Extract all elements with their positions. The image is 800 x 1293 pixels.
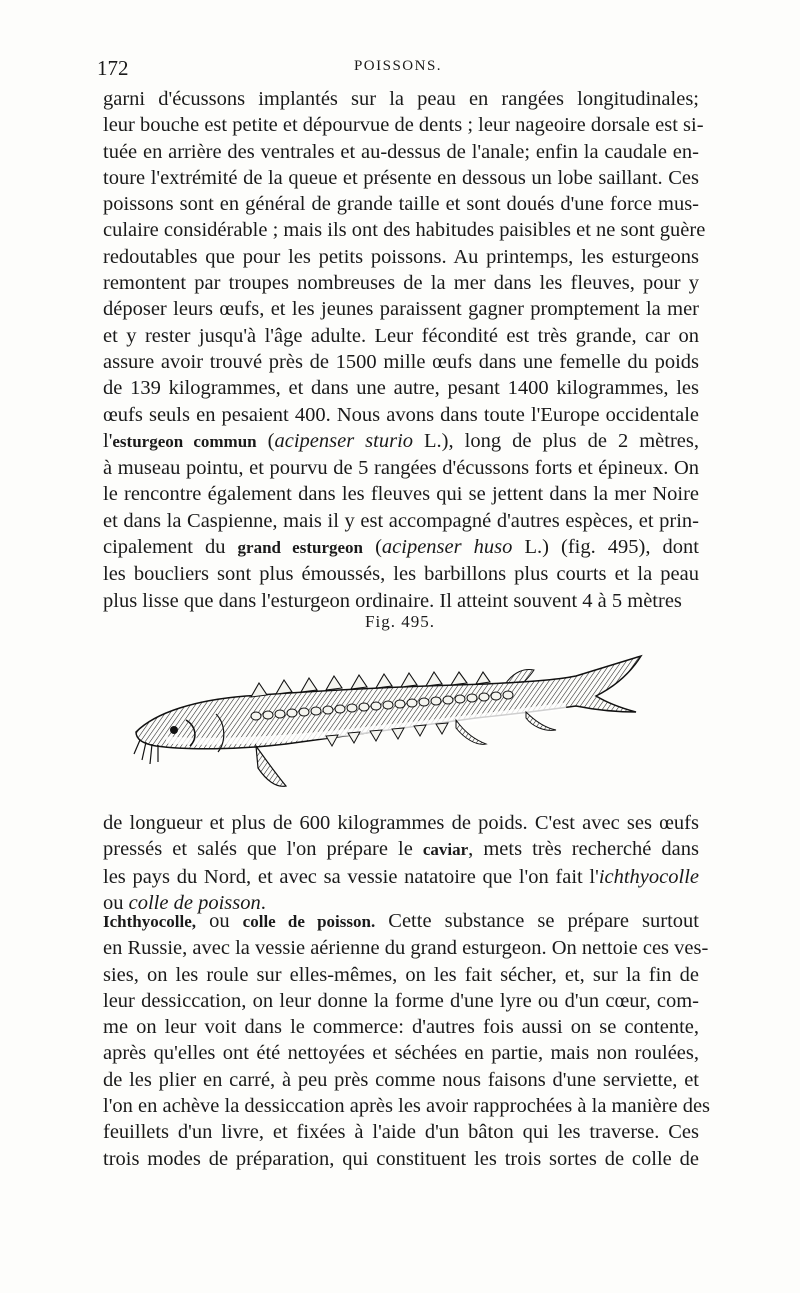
text-line: plus lisse que dans l'esturgeon ordinaire. Il atteint souvent 4 à 5 mètres bbox=[103, 589, 682, 612]
text-run: L.) (fig. 495), dont bbox=[512, 536, 699, 559]
text-line: et y rester jusqu'à l'âge adulte. Leur fécondité est très grande, car on bbox=[103, 324, 699, 347]
text-line: de longueur et plus de 600 kilogrammes de poids. C'est avec ses œufs bbox=[103, 812, 699, 834]
text-line: tuée en arrière des ventrales et au-dessus de l'anale; enfin la caudale en- bbox=[103, 140, 699, 163]
text-line: le rencontre également dans les fleuves qui se jettent dans la mer Noire bbox=[103, 483, 699, 506]
text-run: pressés et salés que l'on prépare le bbox=[103, 838, 423, 861]
text-line: remontent par troupes nombreuses de la mer dans les fleuves, pour y bbox=[103, 272, 699, 295]
paragraph-sturgeon-description bbox=[103, 86, 706, 614]
text-line: déposer leurs œufs, et les jeunes paraissent gagner promptement la mer bbox=[103, 298, 699, 321]
text-line: me on leur voit dans le commerce: d'autres fois aussi on se contente, bbox=[103, 1016, 699, 1039]
text-line: œufs seuls en pesaient 400. Nous avons dans toute l'Europe occidentale bbox=[103, 403, 699, 426]
text-line: culaire considérable ; mais ils ont des habitudes paisibles et ne sont guère bbox=[103, 219, 706, 242]
text-line: après qu'elles ont été nettoyées et séchées en partie, mais non roulées, bbox=[103, 1042, 699, 1065]
text-line bbox=[103, 428, 699, 455]
text-line: l'on en achève la dessiccation après les avoir rapprochées à la manière des bbox=[103, 1095, 711, 1118]
text-line bbox=[103, 864, 699, 890]
paragraph-caviar bbox=[103, 810, 699, 916]
text-line: redoutables que pour les petits poissons. Au printemps, les esturgeons bbox=[103, 245, 699, 268]
term-grand-esturgeon: grand esturgeon bbox=[237, 538, 364, 558]
latin-name-sturio: acipenser sturio bbox=[274, 429, 414, 452]
running-head: POISSONS. bbox=[353, 58, 443, 74]
text-run: Cette substance se prépare surtout bbox=[375, 910, 699, 932]
text-line: à museau pointu, et pourvu de 5 rangées d'écussons forts et épineux. On bbox=[103, 457, 699, 480]
text-run: . bbox=[260, 891, 266, 914]
term-esturgeon-commun: esturgeon commun bbox=[112, 431, 257, 451]
text-line: garni d'écussons implantés sur la peau en rangées longitudinales; bbox=[103, 88, 699, 110]
text-run: les pays du Nord, et avec sa vessie natatoire que l'on fait l' bbox=[103, 865, 599, 888]
section-heading-colle: colle de poisson. bbox=[242, 912, 376, 931]
term-caviar: caviar bbox=[422, 840, 469, 860]
term-colle-de-poisson: colle de poisson bbox=[128, 891, 261, 914]
text-run: , mets très recherché dans bbox=[468, 838, 699, 861]
text-line: leur bouche est petite et dépourvue de dents ; leur nageoire dorsale est si- bbox=[103, 114, 704, 137]
text-line: et dans la Caspienne, mais il y est accompagné d'autres espèces, et prin- bbox=[103, 509, 699, 532]
text-line: sies, on les roule sur elles-mêmes, on les fait sécher, et, sur la fin de bbox=[103, 963, 699, 986]
latin-name-huso: acipenser huso bbox=[381, 536, 513, 559]
text-run: l' bbox=[103, 429, 113, 452]
text-line bbox=[103, 534, 699, 561]
text-run: ou bbox=[196, 910, 243, 932]
text-line: assure avoir trouvé près de 1500 mille œufs dans une femelle du poids bbox=[103, 350, 699, 373]
text-line: feuillets d'un livre, et fixées à l'aide d'un bâton qui les traverse. Ces bbox=[103, 1121, 699, 1144]
text-line: poissons sont en général de grande taille et sont doués d'une force mus- bbox=[103, 193, 699, 216]
text-run: ou bbox=[103, 891, 129, 914]
text-line: en Russie, avec la vessie aérienne du grand esturgeon. On nettoie ces ves- bbox=[103, 937, 709, 960]
text-line: leur dessiccation, on leur donne la forme d'une lyre ou d'un cœur, com- bbox=[103, 989, 699, 1012]
term-ichthyocolle: ichthyocolle bbox=[598, 865, 699, 888]
text-line: les boucliers sont plus émoussés, les barbillons plus courts et la peau bbox=[103, 563, 699, 586]
sturgeon-illustration bbox=[126, 650, 646, 800]
text-line bbox=[103, 908, 699, 935]
text-line: de 139 kilogrammes, et dans une autre, pesant 1400 kilogrammes, les bbox=[103, 377, 699, 400]
text-run: cipalement du bbox=[103, 536, 238, 559]
paragraph-ichthyocolle bbox=[103, 908, 711, 1172]
page-number: 172 bbox=[97, 56, 129, 80]
page-header bbox=[97, 56, 699, 82]
text-run: ( bbox=[256, 429, 275, 452]
text-run: L.), long de plus de 2 mètres, bbox=[413, 429, 700, 452]
text-run: ( bbox=[363, 536, 382, 559]
text-line: trois modes de préparation, qui constituent les trois sortes de colle de bbox=[103, 1147, 699, 1170]
text-line bbox=[103, 836, 699, 863]
text-line: toure l'extrémité de la queue et présente en dessous un lobe saillant. Ces bbox=[103, 166, 699, 189]
figure-caption: Fig. 495. bbox=[365, 612, 435, 631]
section-heading-ichthyocolle: Ichthyocolle, bbox=[103, 912, 197, 931]
text-line: de les plier en carré, à peu près comme nous faisons d'une serviette, et bbox=[103, 1068, 699, 1091]
